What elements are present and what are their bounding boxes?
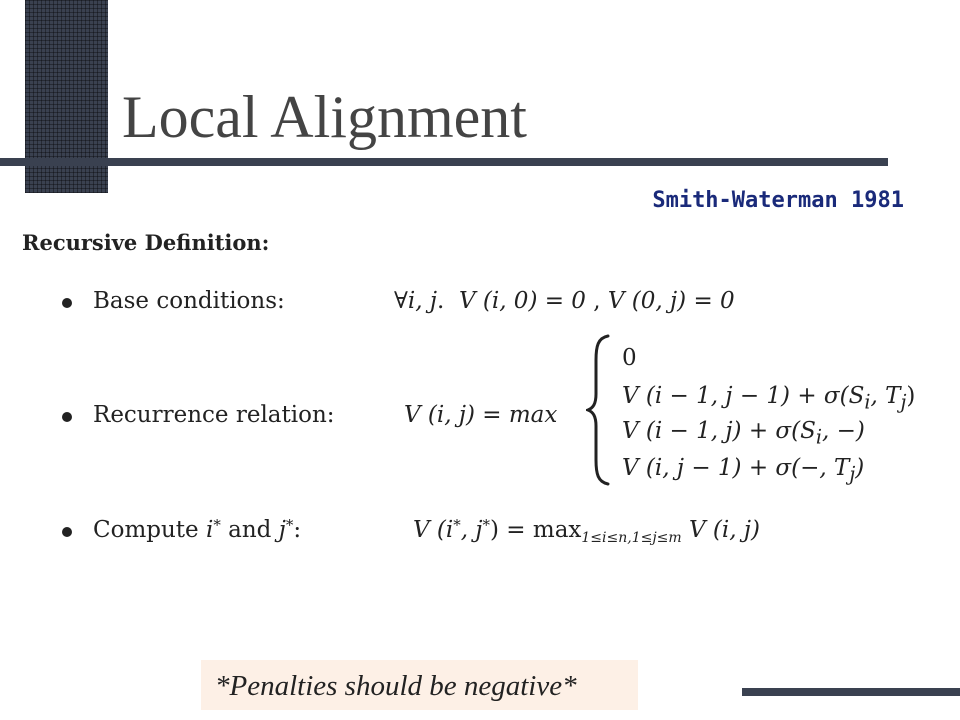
- bullet-icon: [62, 527, 72, 537]
- footer-bar: [742, 688, 960, 696]
- case-0-text: 0: [622, 345, 637, 371]
- optimum-lhs: V (i: [413, 517, 454, 543]
- optimum-i-star: *: [453, 516, 461, 534]
- bullet-icon: [62, 412, 72, 422]
- case-2-tail: , −): [821, 418, 865, 444]
- label-and: and: [228, 517, 272, 543]
- optimum-mid: , j: [460, 517, 483, 543]
- item-label: [93, 515, 301, 545]
- formula-vars: i, j: [407, 288, 437, 314]
- title-underline-bar: [0, 158, 888, 166]
- case-2-text: V (i − 1, j) + σ(S: [622, 418, 816, 444]
- case-line-1: [622, 381, 915, 418]
- section-heading: Recursive Definition:: [22, 230, 270, 255]
- slide-subtitle: Smith-Waterman 1981: [652, 188, 904, 213]
- formula-comma: ,: [593, 288, 601, 314]
- case-1-text: V (i − 1, j − 1) + σ(S: [622, 383, 865, 409]
- slide-title: Local Alignment: [122, 84, 527, 150]
- bullet-icon: [62, 298, 72, 308]
- base-condition-2: V (0, j) = 0: [607, 288, 735, 314]
- case-3-text: V (i, j − 1) + σ(−, T: [622, 455, 850, 481]
- base-conditions-formula: [394, 286, 735, 316]
- optimum-eq: ) = max: [490, 517, 582, 543]
- recurrence-lhs: [404, 400, 557, 430]
- optimum-j-star: *: [482, 516, 491, 534]
- case-line-2: [622, 416, 865, 453]
- case-3-tail: ): [855, 455, 865, 481]
- max-range: 1≤i≤n,1≤j≤m: [581, 530, 682, 546]
- label-j: j: [278, 517, 286, 543]
- base-condition-1: V (i, 0) = 0: [458, 288, 586, 314]
- forall-symbol: ∀: [394, 288, 408, 314]
- label-i-star: *: [213, 516, 221, 534]
- recurrence-lhs-text: V (i, j) = max: [404, 402, 558, 428]
- label-colon: :: [293, 517, 302, 543]
- left-brace-icon: [586, 334, 612, 486]
- case-2-sub: i: [815, 425, 822, 449]
- optimum-formula: [413, 515, 760, 545]
- item-label: Base conditions:: [93, 288, 285, 314]
- case-1-end: ): [906, 383, 916, 409]
- optimum-rhs: V (i, j): [689, 517, 760, 543]
- case-3-sub: j: [849, 462, 856, 486]
- case-1-tail-sub: j: [900, 390, 907, 414]
- label-j-star: *: [285, 516, 294, 534]
- case-line-0: [622, 343, 637, 373]
- note-text: *Penalties should be negative*: [215, 670, 577, 702]
- case-1-sub: i: [864, 390, 871, 414]
- case-1-tail: , T: [870, 383, 901, 409]
- case-line-3: [622, 453, 864, 490]
- label-i: i: [205, 517, 214, 543]
- compute-label: Compute: [93, 517, 199, 543]
- formula-separator: .: [437, 288, 445, 314]
- item-label: Recurrence relation:: [93, 402, 335, 428]
